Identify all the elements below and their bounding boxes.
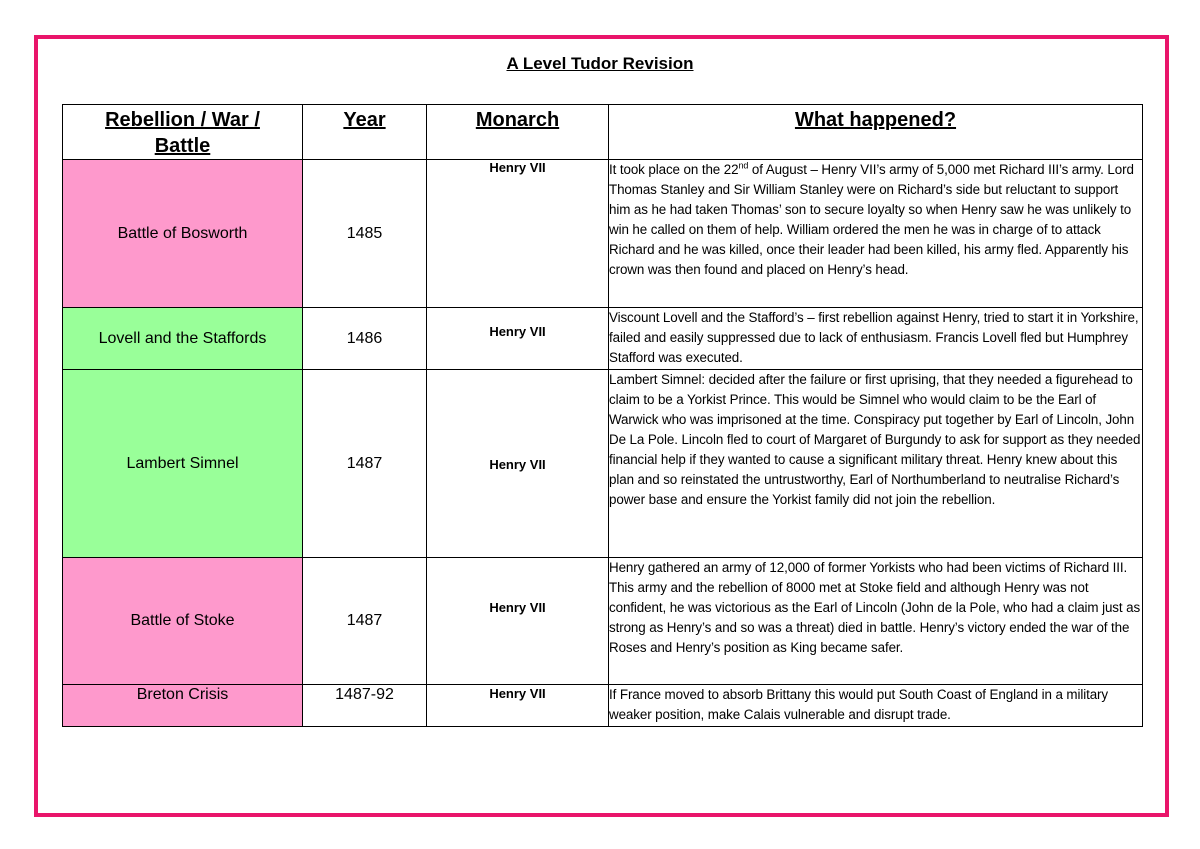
table-row xyxy=(63,370,1143,558)
year-cell: 1487-92 xyxy=(303,685,427,727)
header-what-happened: What happened? xyxy=(609,105,1143,160)
monarch-cell: Henry VII xyxy=(427,558,609,685)
header-monarch: Monarch xyxy=(427,105,609,160)
description-cell: Viscount Lovell and the Stafford’s – first rebellion against Henry, tried to start it in Yorkshire, failed and easily suppressed due to lack of enthusiasm. Francis Lovell fled but Humphrey Stafford was executed. xyxy=(609,308,1143,370)
monarch-cell: Henry VII xyxy=(427,370,609,558)
event-cell: Lambert Simnel xyxy=(63,370,303,558)
header-year: Year xyxy=(303,105,427,160)
ordinal-suffix: nd xyxy=(738,160,749,171)
description-cell: If France moved to absorb Brittany this would put South Coast of England in a military weaker position, make Calais vulnerable and disrupt trade. xyxy=(609,685,1143,727)
description-text: of August – Henry VII’s army of 5,000 met Richard III’s army. Lord Thomas Stanley and Sir William Stanley were on Richard’s side but reluctant to support him as he had taken Thomas’ son to secure loyalty so when Henry saw he was unlikely to win he called on them of help. William ordered the men he was in charge of to attack Richard and he was killed, once their leader had been killed, his army fled. Apparently his crown was then found and placed on Henry’s head. xyxy=(609,162,1134,277)
header-event: Rebellion / War / Battle xyxy=(63,105,303,160)
table-row xyxy=(63,160,1143,308)
table-row xyxy=(63,685,1143,727)
description-text: It took place on the 22 xyxy=(609,162,739,177)
monarch-cell: Henry VII xyxy=(427,308,609,370)
monarch-cell: Henry VII xyxy=(427,160,609,308)
description-cell: Henry gathered an army of 12,000 of former Yorkists who had been victims of Richard III. This army and the rebellion of 8000 met at Stoke field and although Henry was not confident, he was victorious as the Earl of Lincoln (John de la Pole, who had a claim just as strong as Henry’s and so was a threat) died in battle. Henry’s victory ended the war of the Roses and Henry’s position as King became safer. xyxy=(609,558,1143,685)
table-row xyxy=(63,558,1143,685)
event-cell: Battle of Stoke xyxy=(63,558,303,685)
table-row xyxy=(63,308,1143,370)
description-cell: Lambert Simnel: decided after the failure or first uprising, that they needed a figurehead to claim to be a Yorkist Prince. This would be Simnel who would claim to be the Earl of Warwick who was imprisoned at the time. Conspiracy put together by Earl of Lincoln, John De La Pole. Lincoln fled to court of Margaret of Burgundy to ask for support as they needed financial help if they wanted to cause a significant military threat. Henry knew about this plan and so reinstated the untrustworthy, Earl of Northumberland to neutralise Richard’s power base and ensure the Yorkist family did not join the rebellion. xyxy=(609,370,1143,558)
event-cell: Battle of Bosworth xyxy=(63,160,303,308)
revision-table xyxy=(62,104,1143,727)
document-title: A Level Tudor Revision xyxy=(506,54,694,73)
header-row xyxy=(63,105,1143,160)
year-cell: 1486 xyxy=(303,308,427,370)
monarch-cell: Henry VII xyxy=(427,685,609,727)
year-cell: 1487 xyxy=(303,558,427,685)
year-cell: 1487 xyxy=(303,370,427,558)
event-cell: Lovell and the Staffords xyxy=(63,308,303,370)
year-cell: 1485 xyxy=(303,160,427,308)
description-cell xyxy=(609,160,1143,308)
event-cell: Breton Crisis xyxy=(63,685,303,727)
